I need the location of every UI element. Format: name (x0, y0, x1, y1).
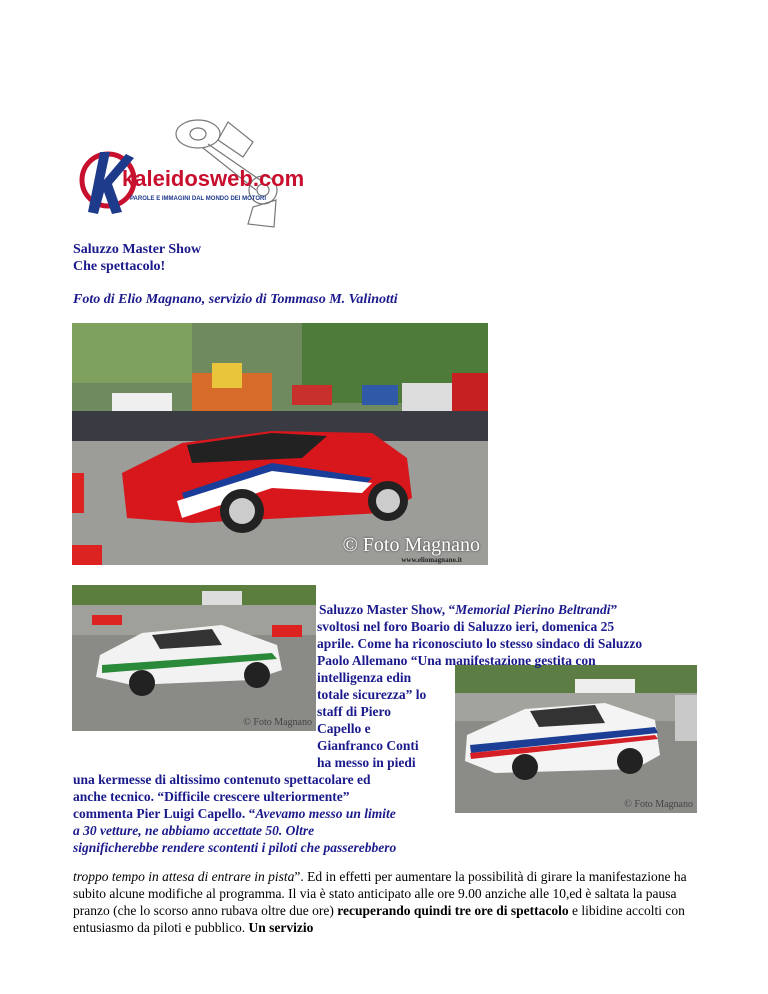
photo3-watermark: © Foto Magnano (624, 799, 693, 810)
body-line-11: una kermesse di altissimo contenuto spettacolare ed (73, 772, 371, 787)
photo2-image (72, 585, 316, 731)
photo-credit: Foto di Elio Magnano, servizio di Tommaso M. Valinotti (73, 292, 398, 307)
photo-martini-ford (455, 665, 697, 813)
photo2-watermark: © Foto Magnano (243, 717, 312, 728)
body-line-5: intelligenza edin (317, 670, 412, 685)
body-line-10: ha messo in piedi (317, 755, 416, 770)
title-line-1: Saluzzo Master Show (73, 242, 202, 257)
title-line-2: Che spettacolo! (73, 259, 166, 274)
logo-tagline: PAROLE E IMMAGINI DAL MONDO DEI MOTORI (130, 196, 267, 202)
body-line-15: significherebbe rendere scontenti i piloti che passerebbero (73, 840, 397, 855)
body-line-3: aprile. Come ha riconosciuto lo stesso sindaco di Saluzzo (317, 636, 643, 651)
body-line-7: staff di Piero (317, 704, 391, 719)
logo-brand-text: kaleidosweb.com (122, 166, 305, 191)
logo-graphic (78, 112, 305, 232)
body-line-4: Paolo Allemano “Una manifestazione gestita con (317, 653, 596, 668)
body-line-6: totale sicurezza” lo (317, 687, 427, 702)
body-line-13: commenta Pier Luigi Capello. “Avevamo messo un limite (73, 806, 396, 821)
photo1-image (72, 323, 488, 565)
body-line-1: Saluzzo Master Show, “Memorial Pierino Beltrandi” (319, 602, 618, 617)
photo1-watermark: © Foto Magnano (342, 534, 480, 556)
article-body-paragraph: troppo tempo in attesa di entrare in pista”. Ed in effetti per aumentare la possibilità di girare la manifestazione ha subito alcune modifiche al programma. Il via è stato anticipato alle ore 9.00 anziche alle 10,ed è saltata la pausa pranzo (che lo scorso anno rubava oltre due ore) recuperando quindi tre ore di spettacolo e libidine accolti con entusiasmo da piloti e pubblico. Un servizio (73, 869, 687, 935)
article-title (73, 241, 201, 275)
photo-red-rally-car (72, 323, 488, 565)
kaleidosweb-logo (78, 112, 305, 232)
body-line-12: anche tecnico. “Difficile crescere ulteriormente” (73, 789, 350, 804)
photo3-image (455, 665, 697, 813)
photo1-url: www.eliomagnano.it (401, 556, 462, 564)
photo-white-lancia (72, 585, 316, 731)
body-line-14: a 30 vetture, ne abbiamo accettate 50. Oltre (73, 823, 315, 838)
body-line-2: svoltosi nel foro Boario di Saluzzo ieri, domenica 25 (317, 619, 615, 634)
body-line-9: Gianfranco Conti (317, 738, 419, 753)
body-line-8: Capello e (317, 721, 371, 736)
